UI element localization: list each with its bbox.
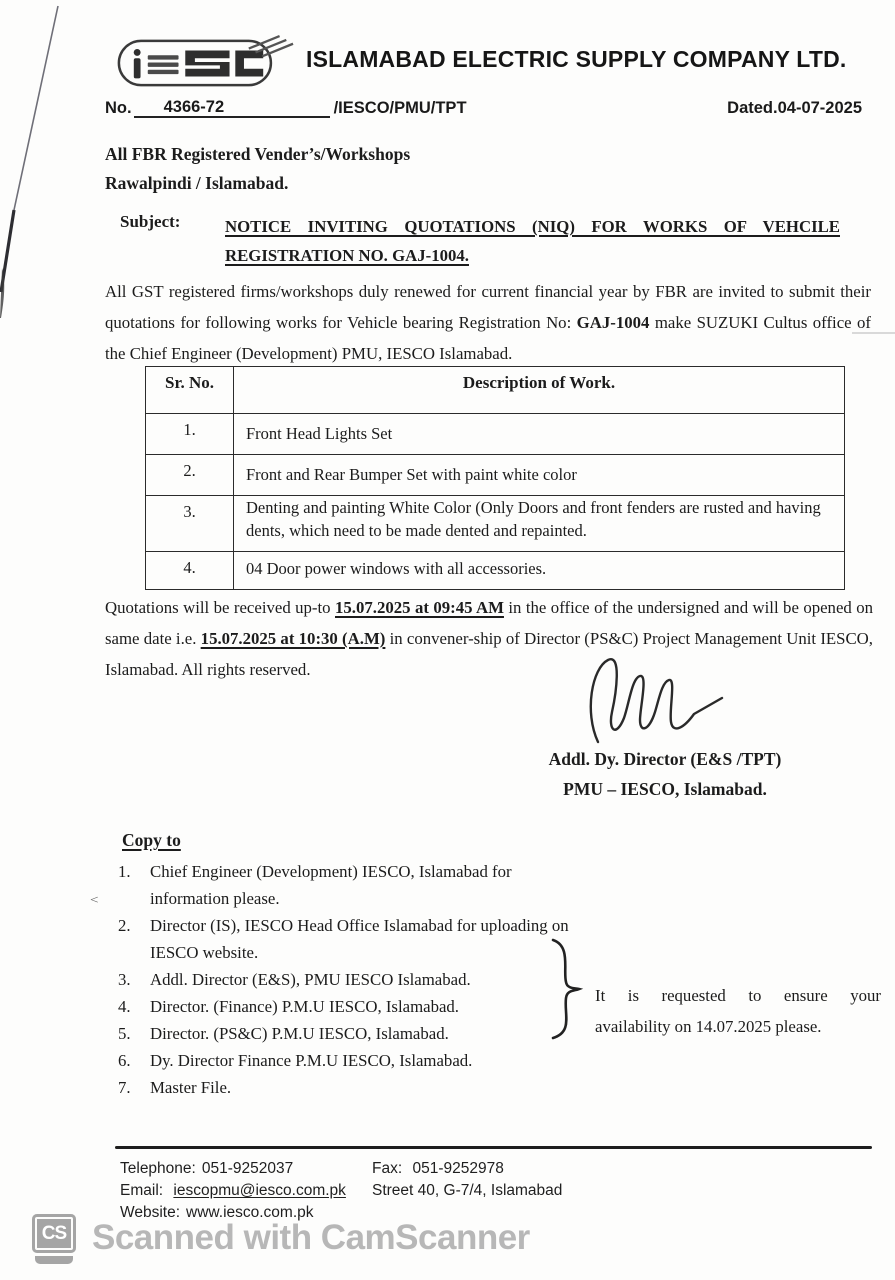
street-address: Street 40, G-7/4, Islamabad <box>372 1182 563 1199</box>
copy-to-heading: Copy to <box>122 830 181 850</box>
ref-no-label: No. <box>105 99 132 118</box>
vehicle-reg-no: GAJ-1004 <box>576 313 650 332</box>
scan-crease-line <box>0 0 80 360</box>
row-sr: 3. <box>146 496 234 552</box>
list-item <box>118 1020 588 1047</box>
list-item <box>118 912 588 966</box>
closing-part2: in the office of the undersigned and will be opened on same date i.e. <box>105 598 873 648</box>
row-description: Front Head Lights Set <box>234 414 845 455</box>
subject-line1: NOTICE INVITING QUOTATIONS (NIQ) FOR WORKS OF VEHCILE <box>225 217 840 236</box>
row-sr: 1. <box>146 414 234 455</box>
dated-label: Dated.04-07-2025 <box>727 99 862 118</box>
cs-icon-letters: CS <box>41 1222 67 1244</box>
website-url: www.iesco.com.pk <box>186 1204 314 1221</box>
subject-label: Subject: <box>120 212 181 231</box>
submission-deadline: 15.07.2025 at 09:45 AM <box>335 598 504 617</box>
email-label: Email: <box>120 1182 164 1199</box>
item-number: 6. <box>118 1051 131 1070</box>
note-line2: availability on 14.07.2025 please. <box>595 1017 822 1036</box>
addressee-line2: Rawalpindi / Islamabad. <box>105 173 289 193</box>
note-line1: It is requested to ensure your <box>595 986 881 1005</box>
ref-number: 4366-72 <box>134 98 330 118</box>
fax-label: Fax: <box>372 1160 403 1177</box>
footer-contact-block <box>120 1158 562 1224</box>
telephone-label: Telephone: <box>120 1160 196 1177</box>
hand-drawn-brace <box>547 936 585 1042</box>
item-number: 2. <box>118 916 131 935</box>
camscanner-watermark: Scanned with CamScanner <box>92 1218 530 1257</box>
signatory-office: PMU – IESCO, Islamabad. <box>563 779 767 799</box>
item-number: 4. <box>118 997 131 1016</box>
cs-icon-tab <box>35 1256 73 1264</box>
row-sr: 4. <box>146 552 234 590</box>
list-item <box>118 993 588 1020</box>
row-description: 04 Door power windows with all accessories. <box>234 552 845 590</box>
item-number: 3. <box>118 970 131 989</box>
table-row <box>146 552 845 590</box>
company-title: ISLAMABAD ELECTRIC SUPPLY COMPANY LTD. <box>306 46 847 72</box>
item-text: Director (IS), IESCO Head Office Islamabad for uploading on IESCO website. <box>150 916 569 962</box>
table-row <box>146 496 845 552</box>
item-text: Master File. <box>150 1078 232 1097</box>
list-item <box>118 966 588 993</box>
table-row <box>146 414 845 455</box>
iesco-logo <box>116 34 294 92</box>
signature-scribble <box>570 650 760 750</box>
signatory-title: Addl. Dy. Director (E&S /TPT) <box>548 749 782 769</box>
table-row <box>146 455 845 496</box>
item-text: Director. (PS&C) P.M.U IESCO, Islamabad. <box>150 1024 449 1043</box>
addressee-block <box>105 140 410 198</box>
copy-to-list <box>118 858 588 1101</box>
intro-paragraph <box>105 276 871 369</box>
item-text: Addl. Director (E&S), PMU IESCO Islamabad. <box>150 970 471 989</box>
item-number: 1. <box>118 862 131 881</box>
list-item <box>118 858 588 912</box>
table-header-row <box>146 367 845 414</box>
telephone-number: 051-9252037 <box>201 1160 294 1177</box>
works-table <box>145 366 845 590</box>
intro-part2: make SUZUKI Cultus office of the Chief Engineer (Development) PMU, IESCO Islamabad. <box>105 313 872 363</box>
row-description: Front and Rear Bumper Set with paint white color <box>234 455 845 496</box>
col-header-description: Description of Work. <box>234 367 845 414</box>
availability-note <box>595 980 881 1042</box>
signatory-block <box>505 744 825 804</box>
closing-part1: Quotations will be received up-to <box>105 598 335 617</box>
list-item <box>118 1047 588 1074</box>
email-address: iescopmu@iesco.com.pk <box>173 1182 346 1199</box>
footer-divider <box>115 1146 872 1149</box>
row-sr: 2. <box>146 455 234 496</box>
addressee-line1: All FBR Registered Vender’s/Workshops <box>105 144 411 164</box>
item-number: 7. <box>118 1078 131 1097</box>
row-description: Denting and painting White Color (Only Doors and front fenders are rusted and having dents, which need to be made dented and repainted. <box>234 496 845 552</box>
item-text: Director. (Finance) P.M.U IESCO, Islamabad. <box>150 997 459 1016</box>
opening-time: 15.07.2025 at 10:30 (A.M) <box>200 629 386 648</box>
closing-part3: in convener-ship of Director (PS&C) Project Management Unit IESCO, Islamabad. All rights reserved. <box>105 629 873 679</box>
subject-text <box>225 212 840 270</box>
website-label: Website: <box>120 1204 181 1221</box>
subject-line2: REGISTRATION NO. GAJ-1004. <box>225 246 469 265</box>
item-number: 5. <box>118 1024 131 1043</box>
list-item <box>118 1074 588 1101</box>
fax-number: 051-9252978 <box>412 1160 504 1177</box>
ref-office-code: /IESCO/PMU/TPT <box>333 99 467 118</box>
camscanner-icon <box>32 1214 76 1266</box>
pen-check-mark: < <box>90 893 99 907</box>
item-text: Dy. Director Finance P.M.U IESCO, Islamabad. <box>150 1051 473 1070</box>
item-text: Chief Engineer (Development) IESCO, Islamabad for information please. <box>150 862 512 908</box>
col-header-sr-no: Sr. No. <box>146 367 234 414</box>
reference-row <box>105 98 862 118</box>
intro-part1: All GST registered firms/workshops duly renewed for current financial year by FBR are invited to submit their quotations for following works for Vehicle bearing Registration No: <box>105 282 871 332</box>
